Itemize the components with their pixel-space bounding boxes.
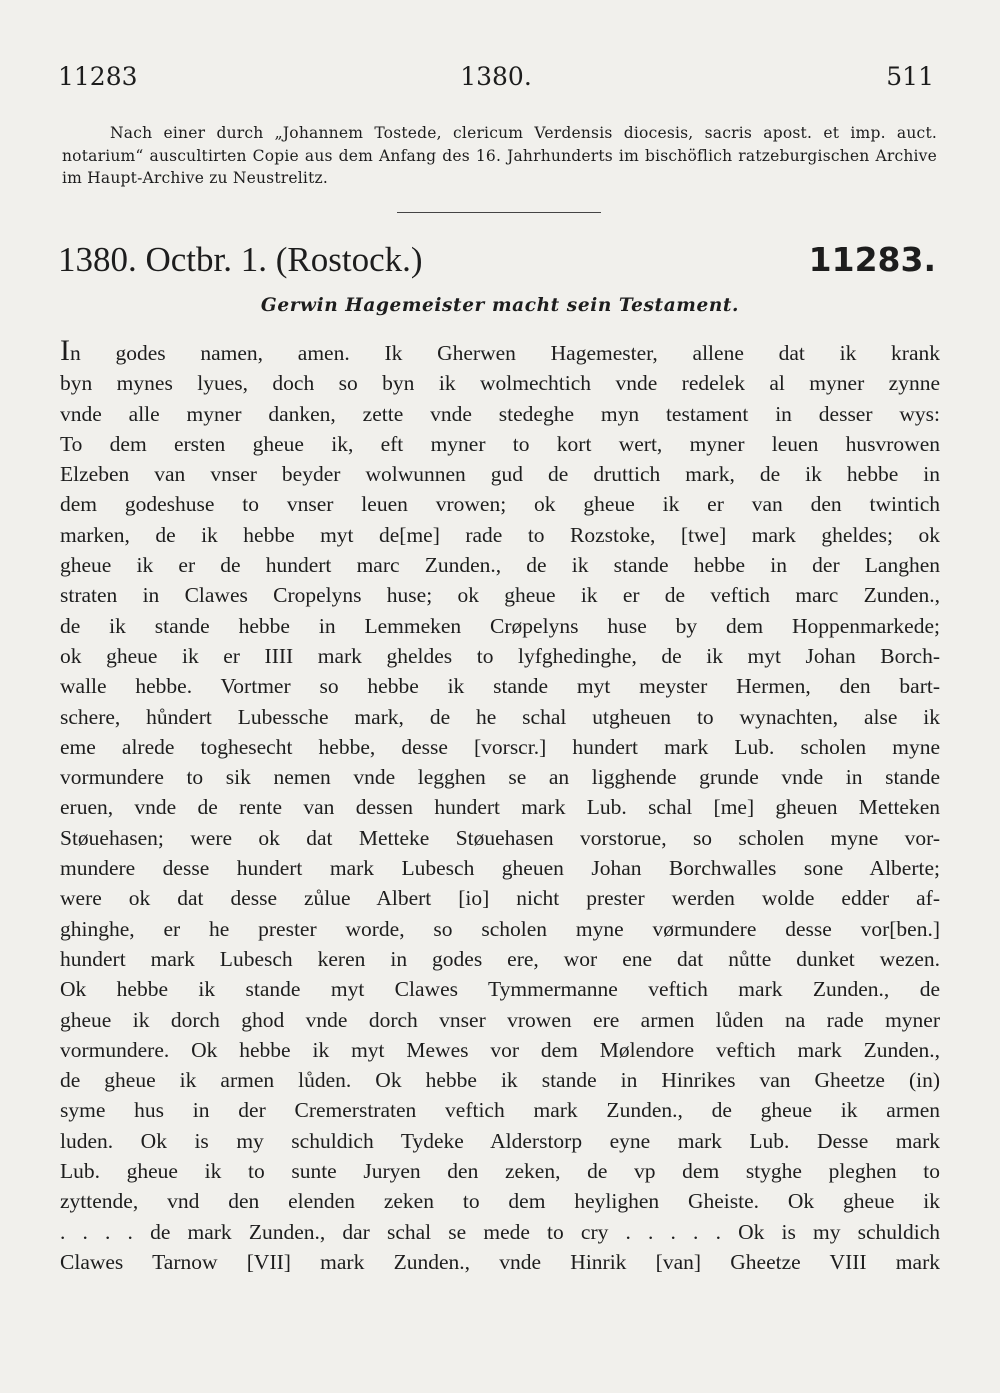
text-line — [60, 611, 940, 641]
body-text — [60, 338, 940, 1277]
text-line — [60, 489, 940, 519]
text-line-content: syme hus in der Cremerstraten veftich mark Zunden., de gheue ik armen — [60, 1098, 940, 1123]
text-line-content: vormundere. Ok hebbe ik myt Mewes vor dem Mølendore veftich mark Zunden., — [60, 1037, 940, 1062]
divider-rule — [397, 212, 601, 213]
running-head-document-number: 11283 — [58, 62, 138, 91]
text-line-content: . . . . de mark Zunden., dar schal se mede to cry . . . . . Ok is my schuldich — [60, 1219, 940, 1244]
text-line-content: ghinghe, er he prester worde, so scholen myne vørmundere desse vor[ben.] — [60, 916, 940, 941]
text-line — [60, 520, 940, 550]
text-line-content: schere, hůndert Lubessche mark, de he schal utgheuen to wynachten, alse ik — [60, 704, 940, 729]
text-line — [60, 671, 940, 701]
text-line — [60, 1126, 940, 1156]
text-line — [60, 641, 940, 671]
text-line-content: Clawes Tarnow [VII] mark Zunden., vnde Hinrik [van] Gheetze VIII mark — [60, 1249, 940, 1274]
entry-date-place: 1380. Octbr. 1. (Rostock.) — [58, 240, 423, 279]
text-line — [60, 883, 940, 913]
text-line — [60, 974, 940, 1004]
text-line-content: Elzeben van vnser beyder wolwunnen gud de druttich mark, de ik hebbe in — [60, 462, 940, 487]
text-line-content: To dem ersten gheue ik, eft myner to kort wert, myner leuen husvrowen — [60, 431, 940, 456]
text-line — [60, 792, 940, 822]
text-line-content: gheue ik er de hundert marc Zunden., de ik stande hebbe in der Langhen — [60, 553, 940, 578]
text-line-content: vnde alle myner danken, zette vnde stedeghe myn testament in desser wys: — [60, 401, 940, 426]
text-line-content: vormundere to sik nemen vnde legghen se an ligghende grunde vnde in stande — [60, 765, 940, 790]
text-line — [60, 338, 940, 368]
entry-heading — [58, 240, 936, 286]
text-line-content: straten in Clawes Cropelyns huse; ok gheue ik er de veftich marc Zunden., — [60, 583, 940, 608]
text-line-content: were ok dat desse zůlue Albert [io] nicht prester werden wolde edder af- — [60, 886, 940, 911]
text-line-content: gheue ik dorch ghod vnde dorch vnser vrowen ere armen lůden na rade myner — [60, 1007, 940, 1032]
text-line — [60, 368, 940, 398]
text-line — [60, 762, 940, 792]
text-line-content: ok gheue ik er IIII mark gheldes to lyfghedinghe, de ik myt Johan Borch- — [60, 643, 940, 668]
entry-number: 11283. — [808, 240, 936, 279]
text-line — [60, 399, 940, 429]
text-line — [60, 1186, 940, 1216]
text-line — [60, 853, 940, 883]
text-line-content: luden. Ok is my schuldich Tydeke Alderstorp eyne mark Lub. Desse mark — [60, 1128, 940, 1153]
text-line — [60, 459, 940, 489]
text-line — [60, 732, 940, 762]
text-line — [60, 429, 940, 459]
text-line — [60, 1095, 940, 1125]
page-number: 511 — [886, 62, 934, 91]
entry-title: Gerwin Hagemeister macht sein Testament. — [260, 295, 740, 316]
text-line — [60, 1035, 940, 1065]
text-line-content: walle hebbe. Vortmer so hebbe ik stande myt meyster Hermen, den bart- — [60, 674, 940, 699]
text-line — [60, 823, 940, 853]
initial-letter: I — [60, 338, 70, 367]
text-line — [60, 914, 940, 944]
text-line-content: marken, de ik hebbe myt de[me] rade to Rozstoke, [twe] mark gheldes; ok — [60, 522, 940, 547]
text-line-content: dem godeshuse to vnser leuen vrowen; ok gheue ik er van den twintich — [60, 492, 940, 517]
text-line — [60, 702, 940, 732]
text-line-content: byn mynes lyues, doch so byn ik wolmechtich vnde redelek al myner zynne — [60, 371, 940, 396]
text-line-content: de ik stande hebbe in Lemmeken Crøpelyns huse by dem Hoppenmarkede; — [60, 613, 940, 638]
text-line-content: Lub. gheue ik to sunte Juryen den zeken, de vp dem styghe pleghen to — [60, 1159, 940, 1184]
text-line-content: de gheue ik armen lůden. Ok hebbe ik stande in Hinrikes van Gheetze (in) — [60, 1068, 940, 1093]
text-line — [60, 1005, 940, 1035]
text-line — [60, 1156, 940, 1186]
text-line — [60, 1247, 940, 1277]
text-line-content: Støuehasen; were ok dat Metteke Støuehasen vorstorue, so scholen myne vor- — [60, 825, 940, 850]
running-head — [58, 62, 934, 94]
text-line — [60, 944, 940, 974]
text-line — [60, 1217, 940, 1247]
source-note: Nach einer durch „Johannem Tostede, clericum Verdensis diocesis, sacris apost. et imp. auct. notarium“ auscultirten Copie aus dem Anfang des 16. Jahrhunderts im bischöflich ratzeburgischen Archive im Haupt-Archive zu Neustrelitz. — [62, 124, 937, 187]
text-line — [60, 1065, 940, 1095]
running-head-year: 1380. — [460, 62, 532, 91]
text-line-content: eme alrede toghesecht hebbe, desse [vorscr.] hundert mark Lub. scholen myne — [60, 734, 940, 759]
text-line-content: hundert mark Lubesch keren in godes ere, wor ene dat nůtte dunket wezen. — [60, 946, 940, 971]
text-line-content: mundere desse hundert mark Lubesch gheuen Johan Borchwalles sone Alberte; — [60, 856, 940, 881]
text-line — [60, 580, 940, 610]
text-line — [60, 550, 940, 580]
text-line-content: eruen, vnde de rente van dessen hundert mark Lub. schal [me] gheuen Metteken — [60, 795, 940, 820]
text-line-content: n godes namen, amen. Ik Gherwen Hagemester, allene dat ik krank — [70, 341, 940, 365]
text-line-content: zyttende, vnd den elenden zeken to dem heylighen Gheiste. Ok gheue ik — [60, 1189, 940, 1214]
text-line-content: Ok hebbe ik stande myt Clawes Tymmermanne veftich mark Zunden., de — [60, 977, 940, 1002]
